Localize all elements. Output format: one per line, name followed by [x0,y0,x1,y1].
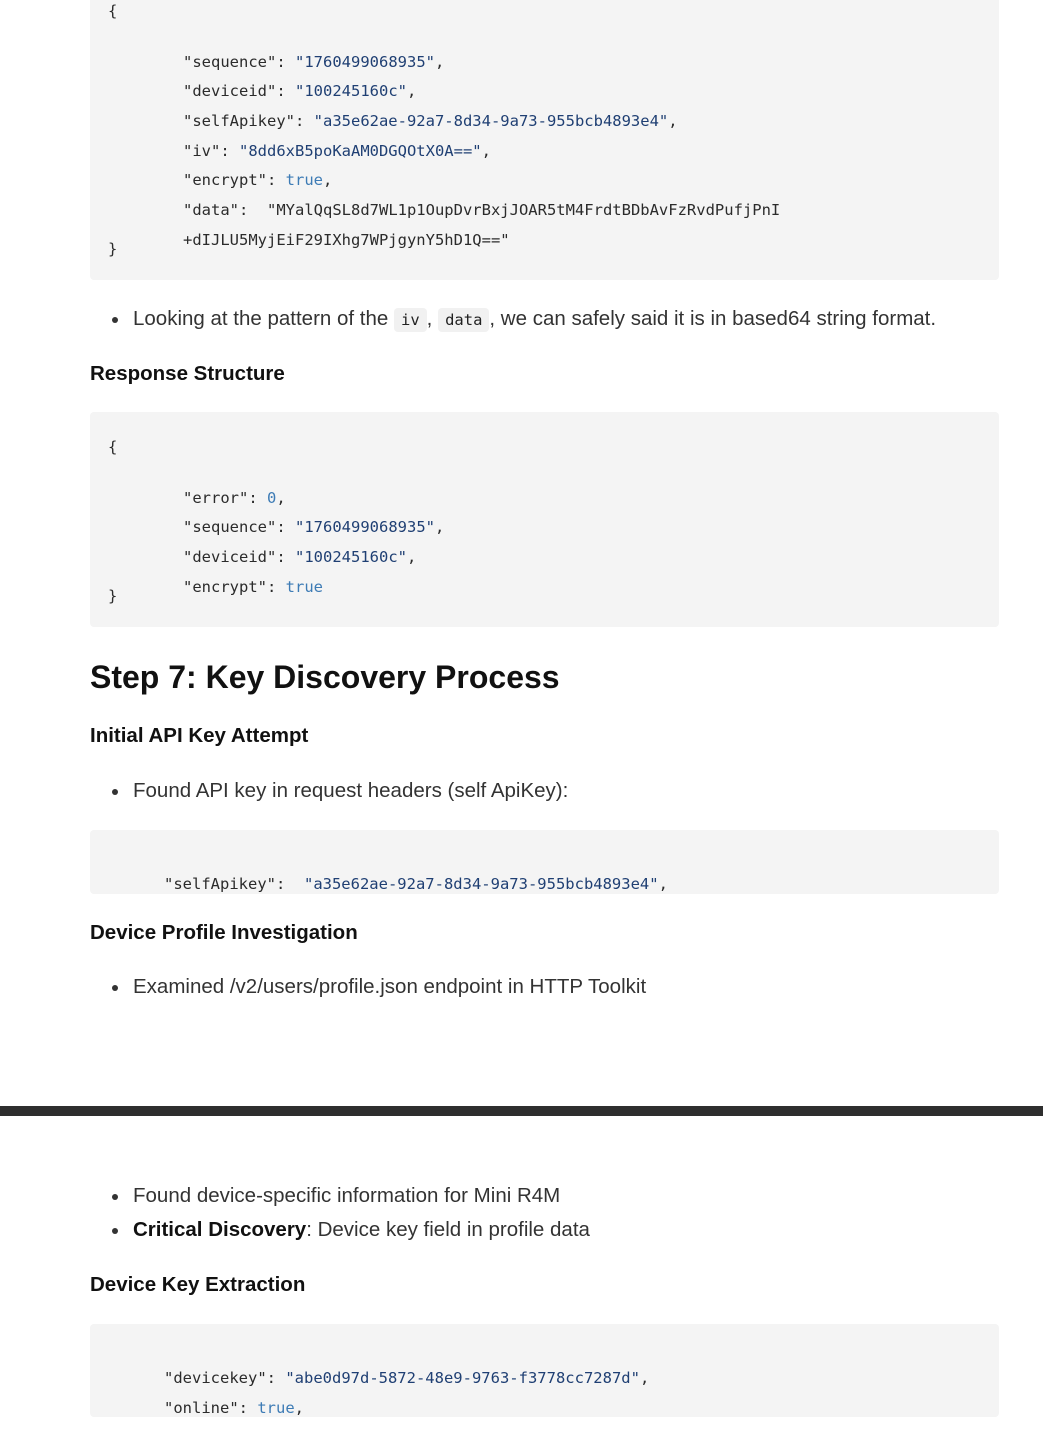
close-brace: } [108,240,118,258]
initial-api-key-heading: Initial API Key Attempt [90,724,309,747]
list-item: Looking at the pattern of the iv , data , we can safely said it is in based64 string format. [90,304,936,334]
list-item: Found API key in request headers (self ApiKey): [90,776,568,806]
list-item: Examined /v2/users/profile.json endpoint in HTTP Toolkit [90,972,646,1002]
inline-code-iv: iv [394,308,427,332]
list-item: Found device-specific information for Mini R4M [90,1181,560,1211]
step7-heading: Step 7: Key Discovery Process [90,659,560,695]
device-key-extraction-heading: Device Key Extraction [90,1273,306,1296]
response-code-block [90,412,999,627]
code-line: "encrypt": true, [183,171,333,189]
code-line: "error": 0, [183,489,286,507]
close-brace: } [108,587,118,605]
inline-code-data: data [438,308,489,332]
code-line: "devicekey": "abe0d97d-5872-48e9-9763-f3778cc7287d", [164,1369,650,1387]
request-code-block [90,0,999,280]
code-line: "sequence": "1760499068935", [183,53,445,71]
code-line: "selfApikey": "a35e62ae-92a7-8d34-9a73-955bcb4893e4", [164,875,668,893]
apikey-code-block [90,830,999,894]
code-line: "sequence": "1760499068935", [183,518,445,536]
code-line: "data": "MYalQqSL8d7WL1p1OupDvrBxjJOAR5tM4FrdtBDbAvFzRvdPufjPnI [183,201,781,219]
list-item: Critical Discovery: Device key field in profile data [90,1215,590,1245]
response-structure-heading: Response Structure [90,362,285,385]
code-line: "deviceid": "100245160c", [183,82,417,100]
device-profile-heading: Device Profile Investigation [90,921,358,944]
code-line: "iv": "8dd6xB5poKaAM0DGQOtX0A==", [183,142,491,160]
open-brace: { [108,2,118,20]
page-divider [0,1106,1043,1116]
code-line: "selfApikey": "a35e62ae-92a7-8d34-9a73-955bcb4893e4", [183,112,678,130]
code-line: "deviceid": "100245160c", [183,548,417,566]
code-line: "encrypt": true [183,578,323,596]
open-brace: { [108,438,118,456]
devicekey-code-block [90,1324,999,1417]
code-line: +dIJLU5MyjEiF29IXhg7WPjgynY5hD1Q==" [183,231,510,249]
code-line: "online": true, [164,1399,304,1417]
